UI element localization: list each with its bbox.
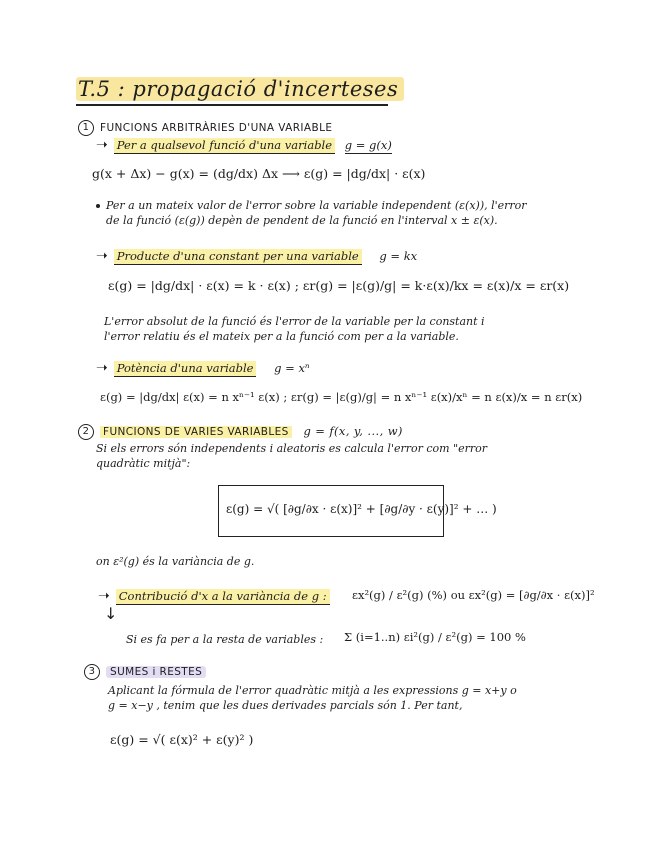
- section-label: FUNCIONS DE VARIES VARIABLES: [100, 426, 292, 438]
- section-1-heading: [78, 120, 332, 136]
- equation-sum: Σ (i=1..n) εi²(g) / ε²(g) = 100 %: [344, 630, 526, 644]
- subheading-power: [96, 360, 310, 376]
- subheading-contribution: [98, 588, 330, 604]
- formula-rms-error: ε(g) = √( [∂g/∂x · ε(x)]² + [∂g/∂y · ε(y)]² + … ): [226, 502, 497, 516]
- subheading-constant: [96, 248, 417, 264]
- subheading-label: Contribució d'x a la variància de g :: [116, 589, 330, 605]
- note-constant: L'error absolut de la funció és l'error de la variable per la constant i l'error relatiu és el mateix per a la funció com per a la variable.: [104, 315, 485, 343]
- arrow-down-icon: ↓: [104, 604, 118, 623]
- section-3-text: Aplicant la fórmula de l'error quadràtic mitjà a les expressions g = x+y o g = x−y , tenim que les dues derivades parcials són 1. Per tant,: [108, 684, 517, 712]
- title-underline: [76, 104, 388, 106]
- section-number: 2: [78, 424, 94, 440]
- function-definition: g = g(x): [344, 138, 392, 152]
- function-definition: g = xⁿ: [274, 361, 310, 375]
- subheading-label: Producte d'una constant per una variable: [114, 249, 362, 265]
- section-2-heading: [78, 424, 403, 440]
- section-2-text: Si els errors són independents i aleatoris es calcula l'error com "error quadràtic mitjà":: [96, 442, 488, 470]
- function-definition: g = kx: [379, 249, 418, 263]
- equation-final: ε(g) = √( ε(x)² + ε(y)² ): [110, 732, 254, 747]
- equation-power: ε(g) = |dg/dx| ε(x) = n xⁿ⁻¹ ε(x) ; εr(g) = |ε(g)/g| = n xⁿ⁻¹ ε(x)/xⁿ = n ε(x)/x = n εr(x): [100, 390, 583, 404]
- subheading-general: [96, 137, 392, 153]
- equation-contribution: εx²(g) / ε²(g) (%) ou εx²(g) = [∂g/∂x · ε(x)]²: [352, 588, 595, 602]
- subheading-label: Potència d'una variable: [114, 361, 257, 377]
- page-title: T.5 : propagació d'incerteses: [76, 77, 404, 101]
- arrow-right-icon: ➝: [96, 137, 108, 153]
- section-3-heading: [84, 664, 206, 680]
- section-label: FUNCIONS ARBITRÀRIES D'UNA VARIABLE: [100, 122, 333, 134]
- arrow-right-icon: ➝: [96, 248, 108, 264]
- arrow-right-icon: ➝: [96, 360, 108, 376]
- variance-note: on ε²(g) és la variància de g.: [96, 555, 255, 568]
- bullet-icon: [96, 204, 100, 208]
- section-number: 1: [78, 120, 94, 136]
- equation-derivative-error: g(x + Δx) − g(x) = (dg/dx) Δx ⟶ ε(g) = |dg/dx| · ε(x): [92, 166, 426, 181]
- subheading-label: Per a qualsevol funció d'una variable: [114, 138, 335, 154]
- equation-constant: ε(g) = |dg/dx| · ε(x) = k · ε(x) ; εr(g) = |ε(g)/g| = k·ε(x)/kx = ε(x)/x = εr(x): [108, 278, 570, 293]
- arrow-right-icon: ➝: [98, 588, 110, 604]
- section-label: SUMES i RESTES: [106, 666, 206, 678]
- note-bullet: Per a un mateix valor de l'error sobre la variable independent (ε(x)), l'error de la funció (ε(g)) depèn de pendent de la funció en l'interval x ± ε(x).: [96, 198, 527, 228]
- rest-note: Si es fa per a la resta de variables :: [126, 633, 324, 646]
- function-definition: g = f(x, y, ..., w): [303, 424, 403, 438]
- section-number: 3: [84, 664, 100, 680]
